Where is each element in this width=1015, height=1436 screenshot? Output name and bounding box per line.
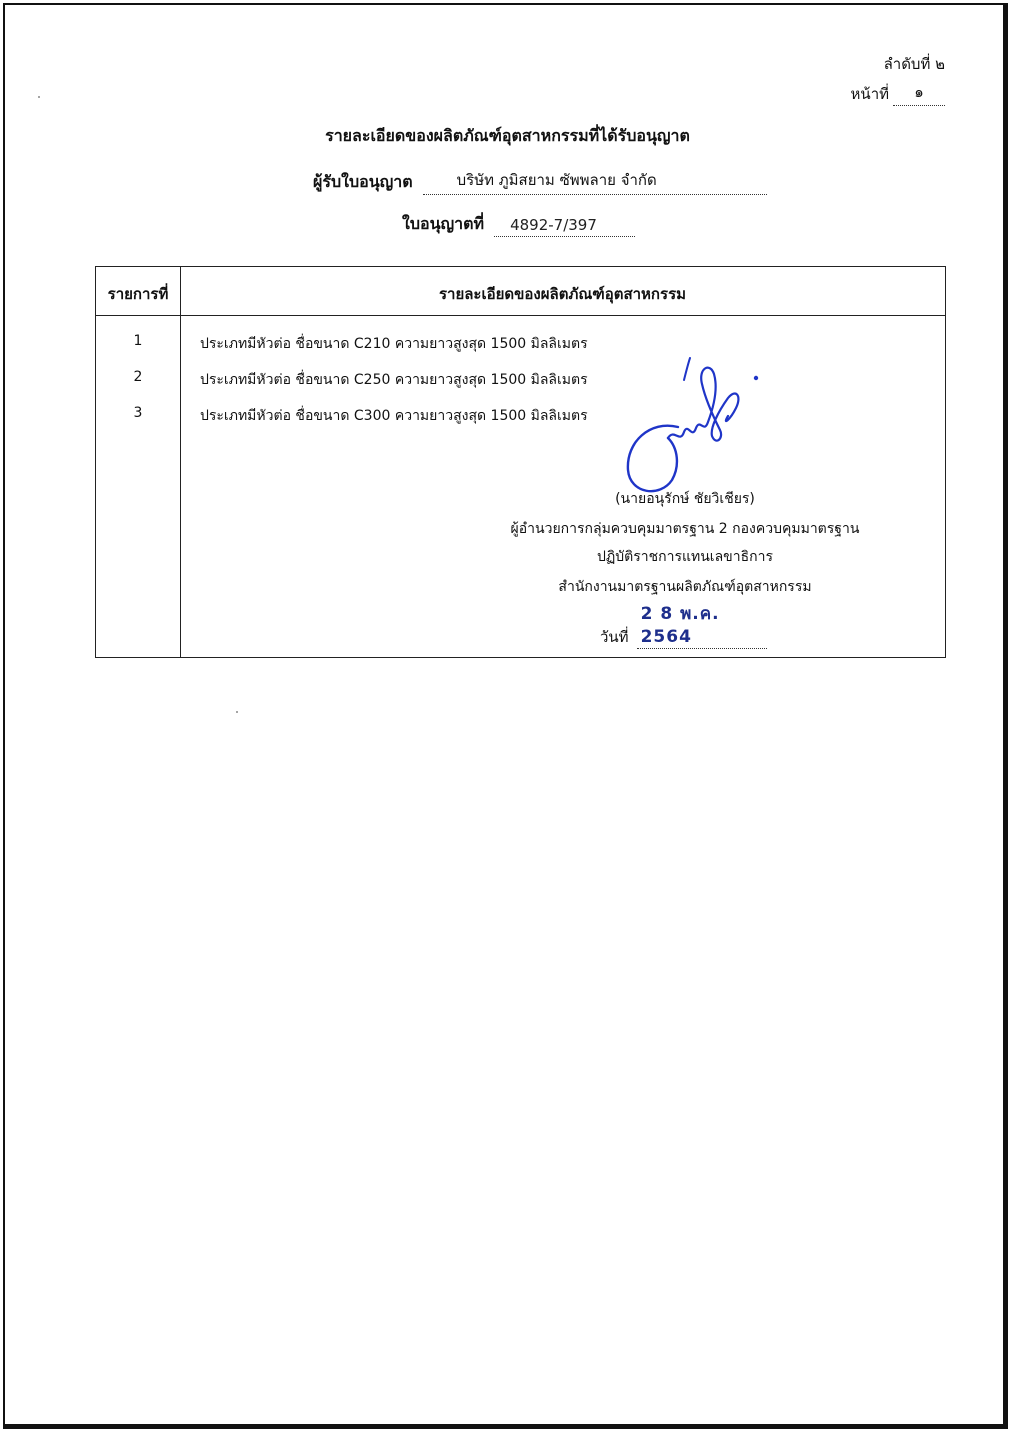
row-description: ประเภทมีหัวต่อ ชื่อขนาด C300 ความยาวสูงสุด 1500 มิลลิเมตร — [200, 408, 588, 424]
header-item-no: รายการที่ — [107, 285, 169, 303]
page-number: ๑ — [893, 80, 945, 106]
signatory-acting: ปฏิบัติราชการแทนเลขาธิการ — [596, 549, 774, 565]
scan-speck — [38, 96, 40, 98]
signatory-position: ผู้อำนวยการกลุ่มควบคุมมาตรฐาน 2 กองควบคุมมาตรฐาน — [510, 521, 860, 537]
license-holder-label: ผู้รับใบอนุญาต — [313, 172, 413, 191]
license-holder-row — [313, 168, 767, 195]
scan-speck — [236, 711, 238, 713]
license-number-row — [402, 212, 635, 237]
product-table — [95, 266, 946, 658]
page-label: หน้าที่ — [850, 85, 889, 103]
row-number: 1 — [133, 333, 143, 349]
license-number-label: ใบอนุญาตที่ — [402, 214, 485, 233]
page-number-line — [851, 80, 945, 106]
column-divider — [180, 267, 181, 657]
sequence-number: ลำดับที่ ๒ — [883, 55, 945, 73]
signatory-office: สำนักงานมาตรฐานผลิตภัณฑ์อุตสาหกรรม — [558, 579, 812, 595]
header-divider — [96, 315, 945, 316]
date-label: วันที่ — [600, 628, 629, 646]
row-description: ประเภทมีหัวต่อ ชื่อขนาด C210 ความยาวสูงสุด 1500 มิลลิเมตร — [200, 336, 588, 352]
document-title: รายละเอียดของผลิตภัณฑ์อุตสาหกรรมที่ได้รับอนุญาต — [325, 126, 690, 145]
date-row — [600, 600, 767, 649]
row-number: 3 — [133, 405, 143, 421]
row-description: ประเภทมีหัวต่อ ชื่อขนาด C250 ความยาวสูงสุด 1500 มิลลิเมตร — [200, 372, 588, 388]
handwritten-signature — [620, 352, 770, 502]
license-holder-value: บริษัท ภูมิสยาม ซัพพลาย จำกัด — [423, 168, 767, 195]
header-detail: รายละเอียดของผลิตภัณฑ์อุตสาหกรรม — [438, 285, 687, 303]
date-stamp: 2 8 พ.ค. 2564 — [637, 600, 767, 649]
license-number-value: 4892-7/397 — [494, 216, 635, 237]
signatory-name: (นายอนุรักษ์ ชัยวิเชียร) — [615, 491, 755, 507]
row-number: 2 — [133, 369, 143, 385]
